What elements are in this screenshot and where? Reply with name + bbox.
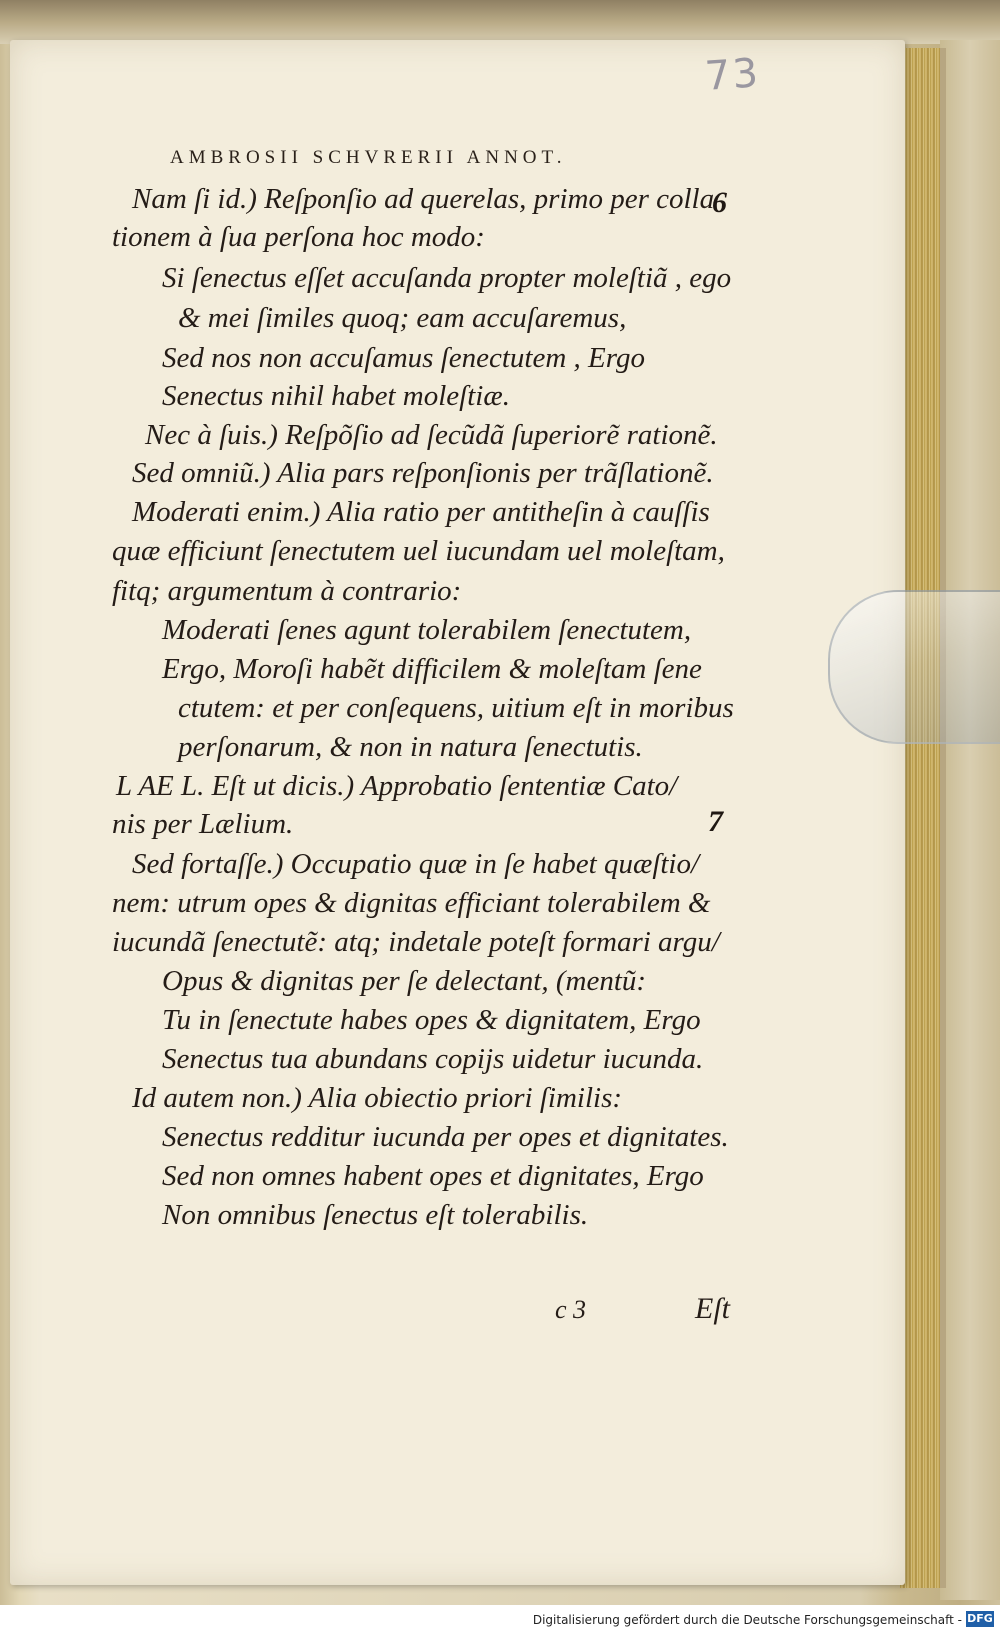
margin-number: 7: [708, 805, 723, 838]
signature-mark: c 3: [555, 1295, 587, 1324]
book-binding-top: [0, 0, 1000, 44]
gilt-page-edges: [900, 48, 946, 1588]
text-line: Opus & dignitas per ſe delectant, (mentũ:: [162, 965, 647, 997]
text-line: iucundã ſenectutẽ: atq; indetale poteſt formari argu/: [112, 926, 720, 958]
text-line: Nec à ſuis.) Reſpõſio ad ſecũdã ſuperiorẽ rationẽ.: [145, 419, 718, 451]
text-line: Moderati enim.) Alia ratio per antitheſin à cauſſis: [132, 496, 710, 528]
text-line: Sed fortaſſe.) Occupatio quæ in ſe habet quæſtio/: [132, 848, 700, 880]
text-line: Sed nos non accuſamus ſenectutem , Ergo: [162, 342, 645, 374]
text-line: & mei ſimiles quoq; eam accuſaremus,: [178, 302, 627, 334]
text-line: Senectus nihil habet moleſtiæ.: [162, 380, 510, 412]
text-line: Sed omniũ.) Alia pars reſponſionis per trãſlationẽ.: [132, 457, 714, 489]
text-line: ctutem: et per conſequens, uitium eſt in moribus: [178, 692, 734, 724]
text-line: tionem à ſua perſona hoc modo:: [112, 221, 485, 253]
pencil-folio-mark: 73: [703, 50, 762, 100]
text-line: L AE L. Eſt ut dicis.) Approbatio ſententiæ Cato/: [116, 770, 678, 802]
text-line: Non omnibus ſenectus eſt tolerabilis.: [162, 1199, 589, 1231]
running-head: AMBROSII SCHVRERII ANNOT.: [170, 147, 567, 168]
text-line: Si ſenectus eſſet accuſanda propter moleſtiã , ego: [162, 262, 732, 294]
book-cover-edge: [940, 40, 1000, 1600]
text-line: nem: utrum opes & dignitas efficiant tolerabilem &: [112, 887, 711, 919]
text-line: perſonarum, & non in natura ſenectutis.: [178, 731, 643, 763]
text-line: Id autem non.) Alia obiectio priori ſimilis:: [132, 1082, 623, 1114]
text-line: Nam ſi id.) Reſponſio ad querelas, primo per colla: [132, 183, 715, 215]
text-line: Sed non omnes habent opes et dignitates, Ergo: [162, 1160, 704, 1192]
credit-text: Digitalisierung gefördert durch die Deutsche Forschungsgemeinschaft -: [532, 1613, 962, 1627]
text-line: fitq; argumentum à contrario:: [112, 575, 462, 607]
dfg-logo: DFG: [967, 1612, 993, 1625]
margin-number: 6: [712, 186, 727, 219]
text-line: Tu in ſenectute habes opes & dignitatem, Ergo: [162, 1004, 701, 1036]
text-line: nis per Lælium.: [112, 808, 294, 840]
text-line: Moderati ſenes agunt tolerabilem ſenectutem,: [162, 614, 692, 646]
plastic-page-clip: [828, 590, 1000, 744]
catchword: Eſt: [695, 1292, 730, 1325]
credit-bar: [0, 1605, 1000, 1637]
text-line: Senectus redditur iucunda per opes et dignitates.: [162, 1121, 729, 1153]
text-line: Ergo, Moroſi habẽt difficilem & moleſtam ſene: [162, 653, 702, 685]
text-line: quæ efficiunt ſenectutem uel iucundam uel moleſtam,: [112, 535, 725, 567]
text-line: Senectus tua abundans copijs uidetur iucunda.: [162, 1043, 704, 1075]
